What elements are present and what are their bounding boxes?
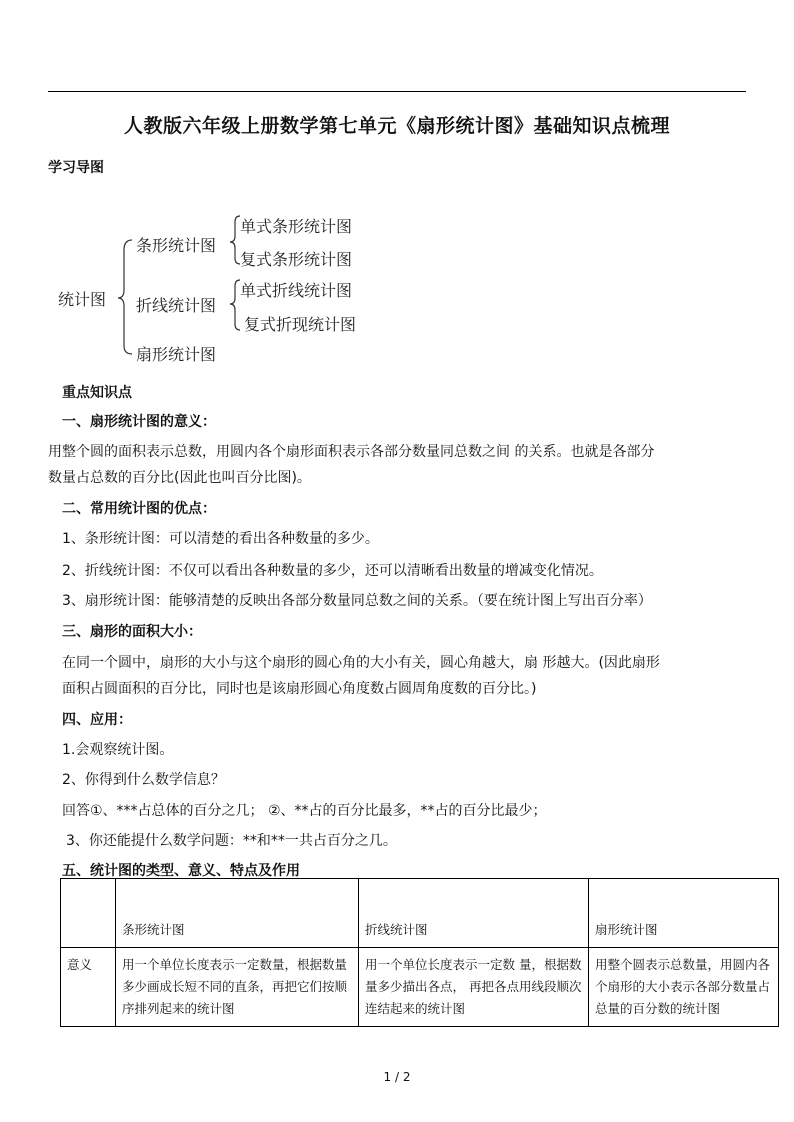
section4-item1: 1.会观察统计图。 bbox=[62, 742, 174, 758]
mindmap-bar-compound: 复式条形统计图 bbox=[240, 250, 353, 269]
table-cell: 用一个单位长度表示一定数 量，根据数量多少描出各点， 再把各点用线段顺次连结起来的统计图 bbox=[359, 948, 589, 1027]
mindmap-bar-single: 单式条形统计图 bbox=[240, 217, 353, 236]
statistics-chart-mindmap bbox=[40, 200, 400, 370]
section2-item3: 3、扇形统计图：能够清楚的反映出各部分数量同总数之间的关系。（要在统计图上写出百分率） bbox=[62, 593, 652, 609]
study-map-heading: 学习导图 bbox=[48, 160, 104, 176]
section4-item3: 回答①、***占总体的百分之几； ②、**占的百分比最多，**占的百分比最少； bbox=[62, 803, 547, 819]
section2-item1: 1、条形统计图：可以清楚的看出各种数量的多少。 bbox=[62, 531, 379, 547]
section2-item2: 2、折线统计图：不仅可以看出各种数量的多少，还可以清晰看出数量的增减变化情况。 bbox=[62, 563, 603, 579]
page-number: 1 / 2 bbox=[383, 1070, 411, 1084]
section4-heading: 四、应用： bbox=[62, 712, 132, 728]
table-header-cell: 扇形统计图 bbox=[589, 879, 779, 948]
chart-types-table bbox=[60, 878, 779, 1027]
mindmap-bar-chart: 条形统计图 bbox=[136, 236, 217, 255]
section3-line2: 面积占圆面积的百分比，同时也是该扇形圆心角度数占圆周角度数的百分比。) bbox=[62, 681, 537, 697]
section2-heading: 二、常用统计图的优点： bbox=[62, 501, 216, 517]
section4-item4: 3、你还能提什么数学问题：**和**一共占百分之几。 bbox=[66, 833, 397, 849]
section1-line1: 用整个圆的面积表示总数，用圆内各个扇形面积表示各部分数量同总数之间 的关系。也就是各部分 bbox=[48, 444, 655, 460]
table-header-cell: 条形统计图 bbox=[116, 879, 359, 948]
section4-item2: 2、你得到什么数学信息？ bbox=[62, 772, 225, 788]
mindmap-line-chart: 折线统计图 bbox=[136, 296, 217, 315]
mindmap-line-compound: 复式折现统计图 bbox=[244, 315, 357, 334]
table-header-row bbox=[61, 879, 779, 948]
section5-heading: 五、统计图的类型、意义、特点及作用 bbox=[62, 863, 300, 879]
section3-heading: 三、扇形的面积大小： bbox=[62, 624, 202, 640]
table-row-label: 意义 bbox=[61, 948, 116, 1027]
table-header-cell bbox=[61, 879, 116, 948]
key-points-heading: 重点知识点 bbox=[62, 385, 132, 401]
section1-heading: 一、扇形统计图的意义： bbox=[62, 414, 216, 430]
mindmap-root: 统计图 bbox=[58, 290, 107, 309]
mindmap-pie-chart: 扇形统计图 bbox=[136, 345, 217, 364]
section3-line1: 在同一个圆中，扇形的大小与这个扇形的圆心角的大小有关，圆心角越大，扇 形越大。(因此扇形 bbox=[62, 655, 660, 671]
table-row bbox=[61, 948, 779, 1027]
table-header-cell: 折线统计图 bbox=[359, 879, 589, 948]
header-rule bbox=[48, 91, 746, 92]
table-cell: 用一个单位长度表示一定数量，根据数量多少画成长短不同的直条，再把它们按顺序排列起来的统计图 bbox=[116, 948, 359, 1027]
document-title: 人教版六年级上册数学第七单元《扇形统计图》基础知识点梳理 bbox=[123, 115, 670, 137]
mindmap-line-single: 单式折线统计图 bbox=[240, 281, 353, 300]
table-cell: 用整个圆表示总数量，用圆内各个扇形的大小表示各部分数量占总量的百分数的统计图 bbox=[589, 948, 779, 1027]
section1-line2: 数量占总数的百分比(因此也叫百分比图)。 bbox=[48, 470, 311, 486]
